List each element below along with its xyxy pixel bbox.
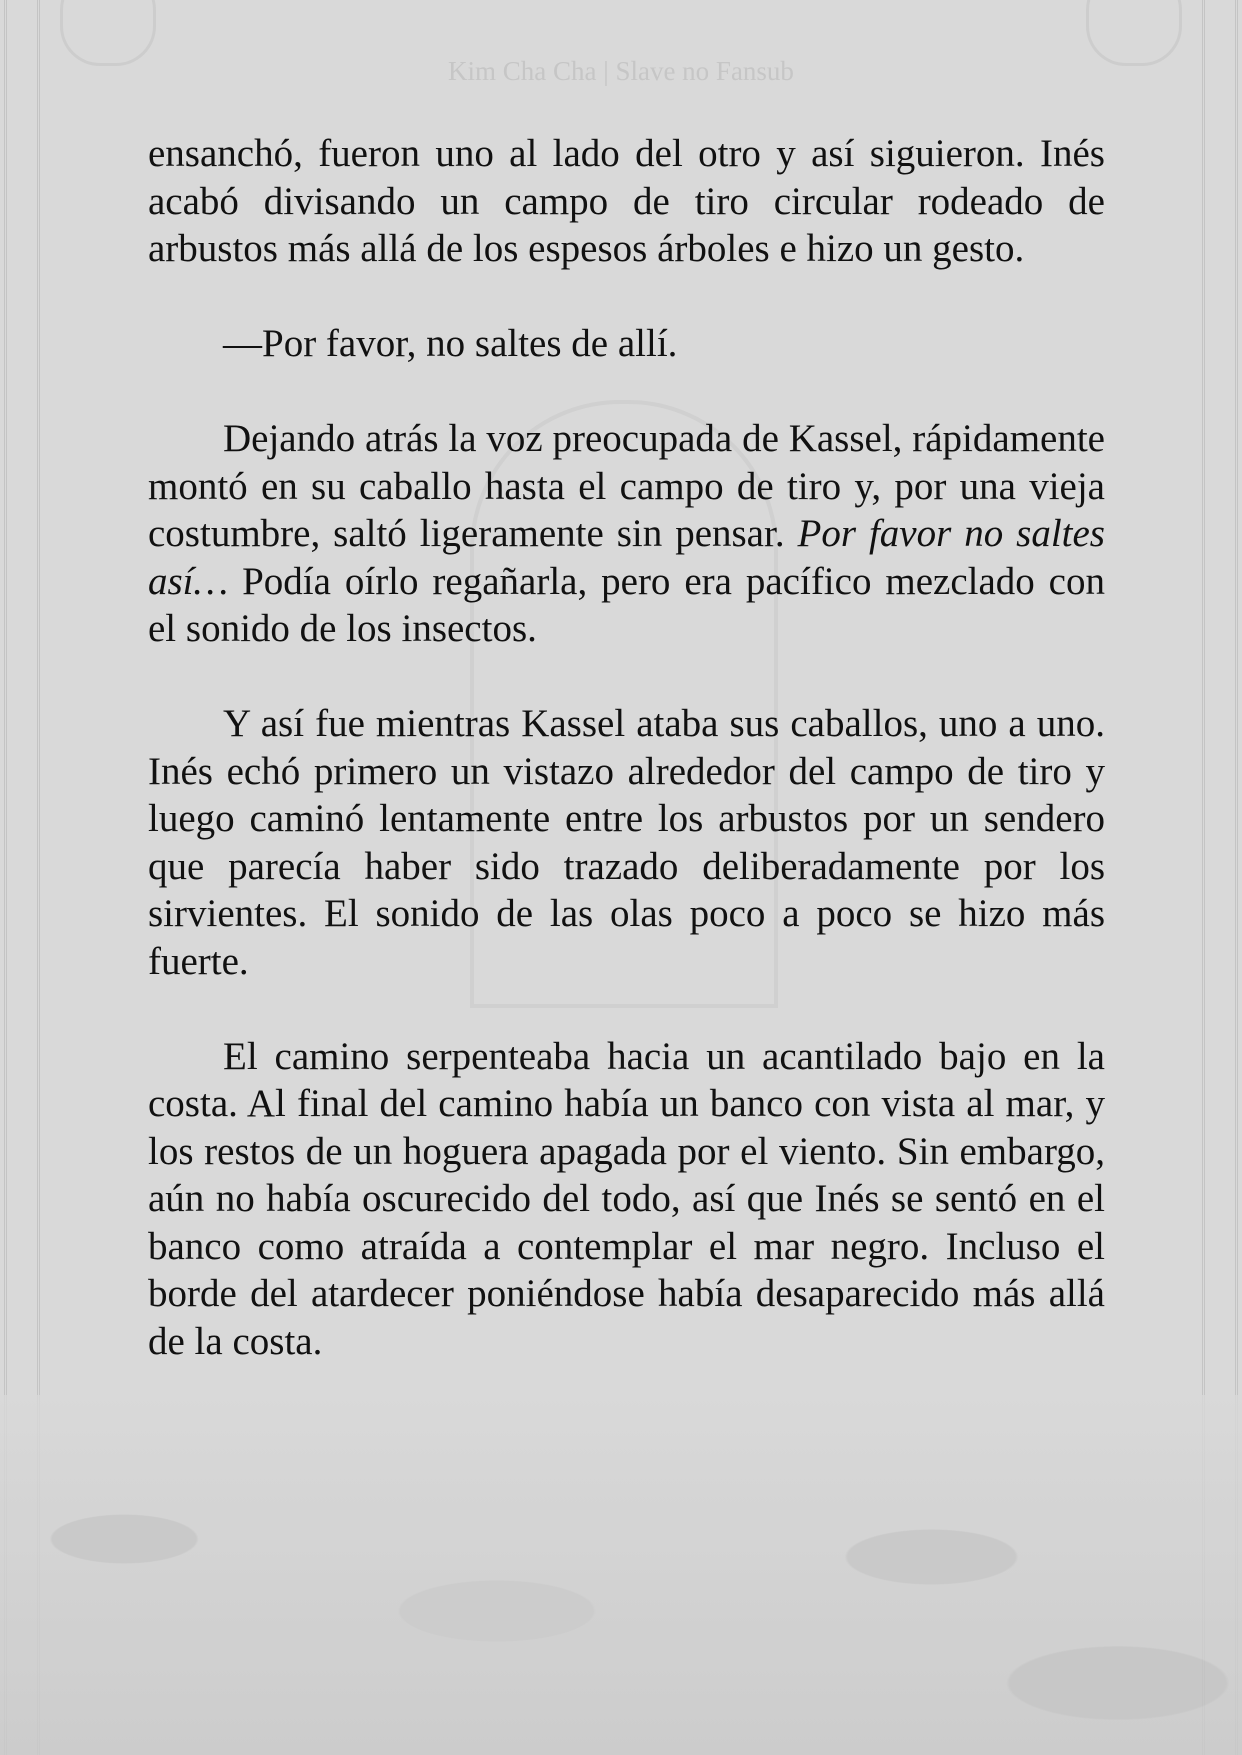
paragraph-text: Dejando atrás la voz preocupada de Kassel, rápidamente montó en su caballo hasta el campo de tiro y, por una vieja costumbre, saltó ligeramente sin pensar. — [148, 417, 1105, 555]
paragraph-text: Podía oírlo regañarla, pero era pacífico mezclado con el sonido de los insectos. — [148, 559, 1105, 650]
italic-thought: Por favor no saltes así… — [148, 512, 1105, 603]
page-header: Kim Cha Cha | Slave no Fansub — [448, 56, 794, 86]
paragraph: ensanchó, fueron uno al lado del otro y así siguieron. Inés acabó divisando un campo de tiro circular rodeado de arbustos más allá de los espesos árboles e hizo un gesto. — [148, 132, 1105, 270]
paragraph — [148, 415, 1105, 653]
paragraph: El camino serpenteaba hacia un acantilado bajo en la costa. Al final del camino había un banco con vista al mar, y los restos de un hoguera apagada por el viento. Sin embargo, aún no había oscurecido del todo, así que Inés se sentó en el banco como atraída a contemplar el mar negro. Incluso el borde del atardecer poniéndose había desaparecido más allá de la costa. — [148, 1034, 1105, 1363]
paragraph: Y así fue mientras Kassel ataba sus caballos, uno a uno. Inés echó primero un vistazo alrededor del campo de tiro y luego caminó lentamente entre los arbustos por un sendero que parecía haber sido trazado deliberadamente por los sirvientes. El sonido de las olas poco a poco se hizo más fuerte. — [148, 702, 1105, 983]
background-waves-illustration — [0, 1395, 1242, 1755]
body-text — [148, 130, 1105, 1413]
paragraph-dialogue: —Por favor, no saltes de allí. — [223, 322, 678, 365]
